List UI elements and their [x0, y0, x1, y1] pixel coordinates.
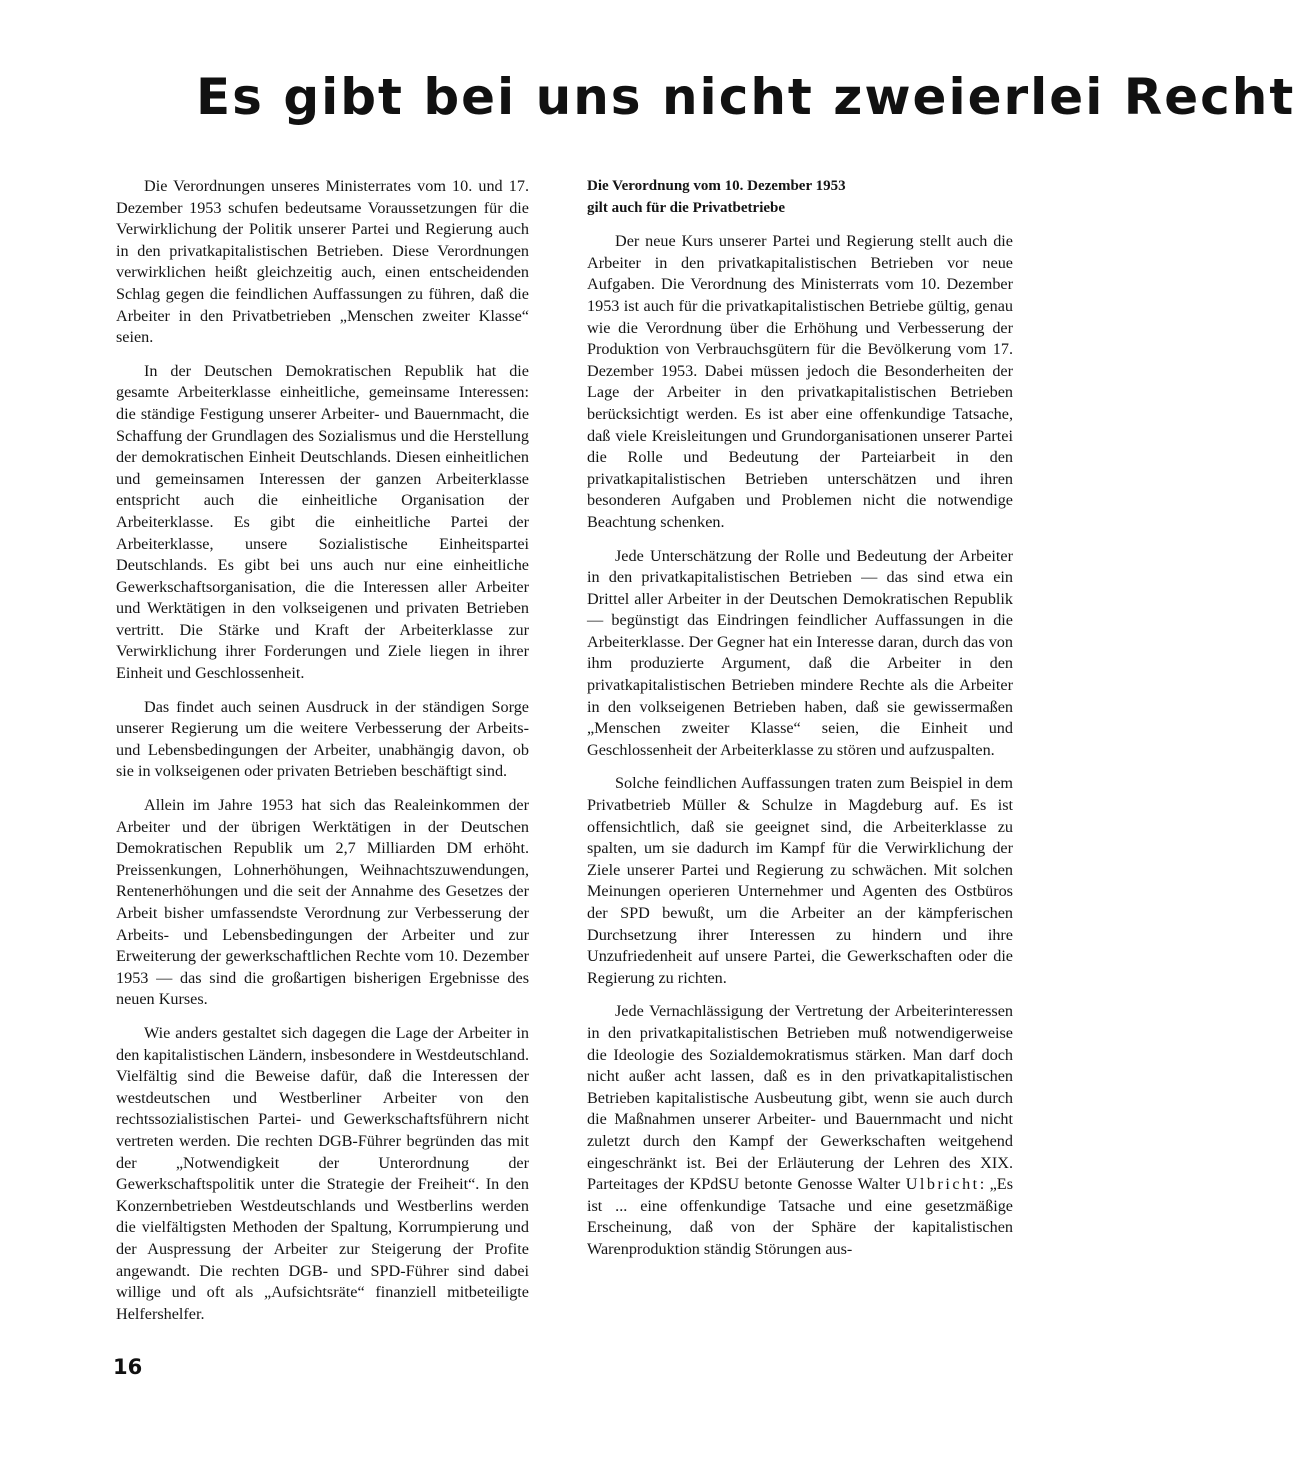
left-column [116, 176, 529, 1337]
paragraph-text: : „Es ist ... eine offenkundige Tatsache und eine gesetzmäßige Erscheinung, daß von der Sphäre der kapitalistischen Warenproduktion ständig Störungen aus- [587, 1175, 1013, 1258]
paragraph: Wie anders gestaltet sich dagegen die Lage der Arbeiter in den kapitalistischen Ländern, insbesondere in Westdeutschland. Vielfältig sind die Beweise dafür, daß die Interessen der westdeutschen und Westberliner Arbeiter von den rechtssozialistischen Partei- und Gewerkschaftsführern nicht vertreten werden. Die rechten DGB-Führer begründen das mit der „Notwendigkeit der Unterordnung der Gewerkschaftspolitik unter die Strategie der Freiheit“. In den Konzernbetrieben Westdeutschlands und Westberlins werden die vielfältigsten Methoden der Spaltung, Korrumpierung und der Auspressung der Arbeiter zur Steigerung der Profite angewandt. Die rechten DGB- und SPD-Führer sind dabei willige und oft als „Aufsichtsräte“ finanziell mitbeteiligte Helfershelfer. [116, 1023, 529, 1323]
paragraph: Die Verordnungen unseres Ministerrates vom 10. und 17. Dezember 1953 schufen bedeutsame Voraussetzungen für die Verwirklichung der Politik unserer Partei und Regierung auch in den privatkapitalistischen Betrieben. Diese Verordnungen verwirklichen heißt gleichzeitig auch, einen entscheidenden Schlag gegen die feindlichen Auffassungen zu führen, daß die Arbeiter in den Privatbetrieben „Menschen zweiter Klasse“ seien. [116, 177, 529, 347]
paragraph: Jede Unterschätzung der Rolle und Bedeutung der Arbeiter in den privatkapitalistischen Betrieben — das sind etwa ein Drittel aller Arbeiter in der Deutschen Demokratischen Republik — begünstigt das Eindringen feindlicher Auffassungen in die Arbeiterklasse. Der Gegner hat ein Interesse daran, durch das von ihm produzierte Argument, daß die Arbeiter in den privatkapitalistischen Betrieben mindere Rechte als die Arbeiter in den volkseigenen Betrieben haben, daß sie gewissermaßen „Menschen zweiter Klasse“ seien, die Einheit und Geschlossenheit der Arbeiterklasse zu stören und aufzuspalten. [587, 546, 1013, 759]
page-number: 16 [113, 1355, 143, 1379]
subheading-line: Die Verordnung vom 10. Dezember 1953 [587, 178, 846, 194]
paragraph: Der neue Kurs unserer Partei und Regierung stellt auch die Arbeiter in den privatkapitalistischen Betrieben vor neue Aufgaben. Die Verordnung des Ministerrats vom 10. Dezember 1953 ist auch für die privatkapitalistischen Betriebe gültig, genau wie die Verordnung über die Erhöhung und Verbesserung der Produktion von Verbrauchsgütern für die Bevölkerung vom 17. Dezember 1953. Dabei müssen jedoch die Besonderheiten der Lage der Arbeiter in den privatkapitalistischen Betrieben berücksichtigt werden. Es ist aber eine offenkundige Tatsache, daß viele Kreisleitungen und Grundorganisationen unserer Partei die Rolle und Bedeutung der Parteiarbeit in den privatkapitalistischen Betrieben unterschätzen und ihren besonderen Aufgaben und Problemen nicht die notwendige Beachtung schenken. [587, 232, 1013, 531]
paragraph: In der Deutschen Demokratischen Republik hat die gesamte Arbeiterklasse einheitliche, gemeinsame Interessen: die ständige Festigung unserer Arbeiter- und Bauernmacht, die Schaffung der Grundlagen des Sozialismus und die Herstellung der demokratischen Einheit Deutschlands. Diesen einheitlichen und gemeinsamen Interessen der ganzen Arbeiterklasse entspricht auch die einheitliche Organisation der Arbeiterklasse. Es gibt die einheitliche Partei der Arbeiterklasse, unsere Sozialistische Einheitspartei Deutschlands. Es gibt bei uns auch nur eine einheitliche Gewerkschaftsorganisation, die die Interessen aller Arbeiter und Werktätigen in den volkseigenen und privaten Betrieben vertritt. Die Stärke und Kraft der Arbeiterklasse zur Verwirklichung ihrer Forderungen und Ziele liegen in ihrer Einheit und Geschlossenheit. [116, 361, 529, 683]
right-column [587, 176, 1013, 1273]
article-title: Es gibt bei uns nicht zweierlei Recht [196, 68, 1295, 126]
paragraph: Solche feindlichen Auffassungen traten zum Beispiel in dem Privatbetrieb Müller & Schulze in Magdeburg auf. Es ist offensichtlich, daß sie geeignet sind, die Arbeiterklasse zu spalten, um sie dadurch im Kampf für die Verwirklichung der Ziele unserer Partei und Regierung zu schwächen. Mit solchen Meinungen operieren Unternehmer und Agenten des Ostbüros der SPD bewußt, um die Arbeiter an der kämpferischen Durchsetzung ihrer Interessen zu hindern und ihre Unzufriedenheit auf unsere Partei, die Gewerkschaften oder die Regierung zu richten. [587, 774, 1013, 987]
paragraph: Allein im Jahre 1953 hat sich das Realeinkommen der Arbeiter und der übrigen Werktätigen in der Deutschen Demokratischen Republik um 2,7 Milliarden DM erhöht. Preissenkungen, Lohnerhöhungen, Weihnachtszuwendungen, Rentenerhöhungen und die seit der Annahme des Gesetzes der Arbeit bisher umfassendste Verordnung zur Verbesserung der Arbeits- und Lebensbedingungen der Arbeiter und zur Erweiterung der gewerkschaftlichen Rechte vom 10. Dezember 1953 — das sind die großartigen bisherigen Ergebnisse des neuen Kurses. [116, 796, 529, 1009]
subheading-line: gilt auch für die Privatbetriebe [587, 199, 786, 216]
spaced-name: Ulbricht [905, 1175, 980, 1194]
section-subheading [587, 176, 1013, 219]
paragraph-text: Jede Vernachlässigung der Vertretung der Arbeiterinteressen in den privatkapitalistischen Betrieben muß notwendigerweise die Ideologie des Sozialdemokratismus stärken. Man darf doch nicht außer acht lassen, daß es in den privatkapitalistischen Betrieben kapitalistische Ausbeutung gibt, wenn sie auch durch die Maßnahmen unserer Arbeiter- und Bauernmacht und nicht zuletzt durch den Kampf der Gewerkschaften weitgehend eingeschränkt ist. Bei der Erläuterung der Lehren des XIX. Parteitages der KPdSU betonte Genosse Walter [587, 1002, 1013, 1194]
paragraph [587, 1001, 1013, 1260]
paragraph: Das findet auch seinen Ausdruck in der ständigen Sorge unserer Regierung um die weitere Verbesserung der Arbeits- und Lebensbedingungen der Arbeiter, unabhängig davon, ob sie in volkseigenen oder privaten Betrieben beschäftigt sind. [116, 697, 529, 781]
